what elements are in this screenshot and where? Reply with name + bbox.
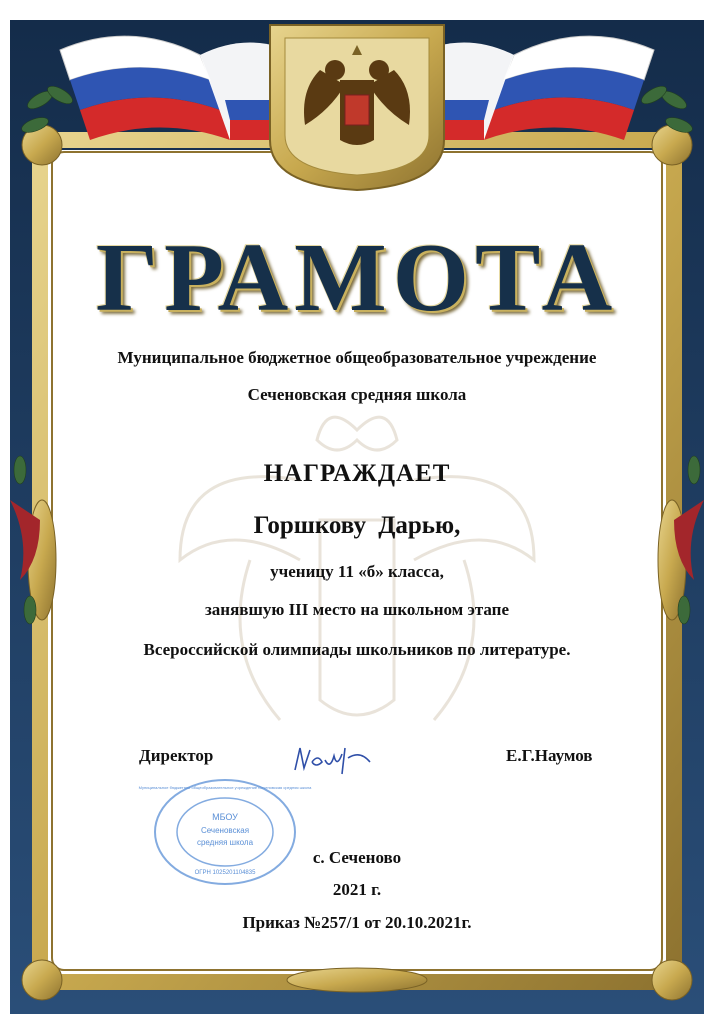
stamp-center-text-3: средняя школа bbox=[196, 838, 254, 847]
signer-name: Е.Г.Наумов bbox=[506, 746, 593, 765]
certificate-title: ГРАМОТА bbox=[95, 224, 619, 332]
stamp-center-text-1: МБОУ bbox=[212, 812, 238, 822]
organization-line-1: Муниципальное бюджетное общеобразовательное учреждение bbox=[117, 348, 597, 367]
director-label: Директор bbox=[139, 746, 214, 765]
stamp-ring-text: Муниципальное бюджетное общеобразовательное учреждение Сеченовская средняя школа bbox=[138, 785, 312, 790]
recipient-class: ученицу 11 «б» класса, bbox=[270, 562, 444, 581]
achievement-line: занявшую III место на школьном этапе bbox=[204, 600, 510, 619]
organization-line-2: Сеченовская средняя школа bbox=[247, 385, 467, 404]
awards-heading: НАГРАЖДАЕТ bbox=[263, 460, 451, 487]
year-line: 2021 г. bbox=[332, 880, 382, 899]
recipient-name: Горшкову Дарью, bbox=[253, 512, 461, 539]
stamp-ogrn: ОГРН 1025201104835 bbox=[194, 870, 256, 876]
olympiad-line: Всероссийской олимпиады школьников по литературе. bbox=[143, 640, 571, 659]
stamp-center-text-2: Сеченовская bbox=[200, 826, 250, 835]
order-line: Приказ №257/1 от 20.10.2021г. bbox=[242, 913, 472, 932]
city-line: с. Сеченово bbox=[312, 848, 402, 867]
